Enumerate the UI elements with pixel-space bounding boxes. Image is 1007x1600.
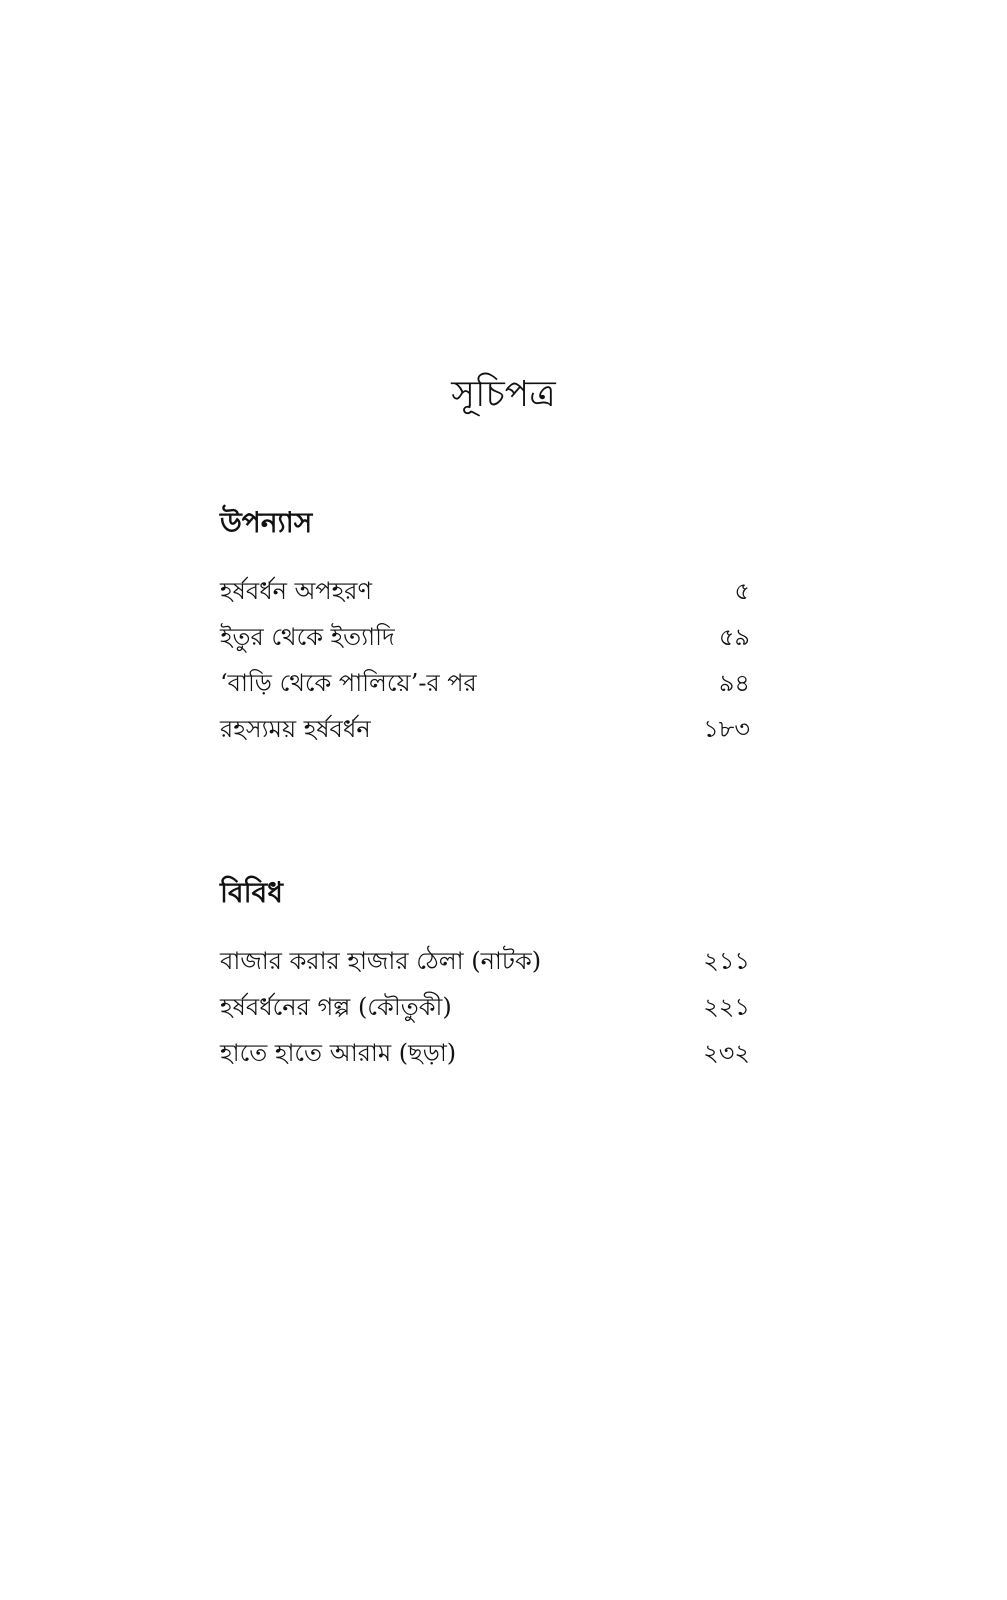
toc-list xyxy=(220,941,750,1079)
entry-title: রহস্যময় হর্ষবর্ধন xyxy=(220,715,371,743)
entry-title: বাজার করার হাজার ঠেলা (নাটক) xyxy=(220,947,542,975)
entry-title: হর্ষবর্ধনের গল্প (কৌতুকী) xyxy=(220,993,452,1021)
toc-entry xyxy=(220,709,750,755)
entry-page-number: ২১১ xyxy=(703,947,750,975)
toc-entry xyxy=(220,987,750,1033)
section-heading: উপন্যাস xyxy=(220,506,313,539)
toc-section-miscellaneous xyxy=(220,873,750,1079)
toc-entry xyxy=(220,571,750,617)
entry-title: হর্ষবর্ধন অপহরণ xyxy=(220,577,373,605)
entry-page-number: ৯৪ xyxy=(718,669,750,697)
entry-page-number: ২৩২ xyxy=(703,1039,750,1067)
toc-section-novels xyxy=(220,503,750,755)
page-title: সূচিপত্র xyxy=(451,374,556,415)
entry-page-number: ২২১ xyxy=(703,993,750,1021)
toc-list xyxy=(220,571,750,755)
section-heading: বিবিধ xyxy=(220,876,283,909)
entry-page-number: ১৮৩ xyxy=(703,715,750,743)
toc-entry xyxy=(220,617,750,663)
toc-entry xyxy=(220,663,750,709)
entry-title: হাতে হাতে আরাম (ছড়া) xyxy=(220,1039,457,1067)
toc-entry xyxy=(220,941,750,987)
toc-entry xyxy=(220,1033,750,1079)
entry-page-number: ৫ xyxy=(734,577,750,605)
entry-page-number: ৫৯ xyxy=(718,623,750,651)
entry-title: ‘বাড়ি থেকে পালিয়ে’-র পর xyxy=(220,669,477,697)
entry-title: ইতুর থেকে ইত্যাদি xyxy=(220,623,395,651)
